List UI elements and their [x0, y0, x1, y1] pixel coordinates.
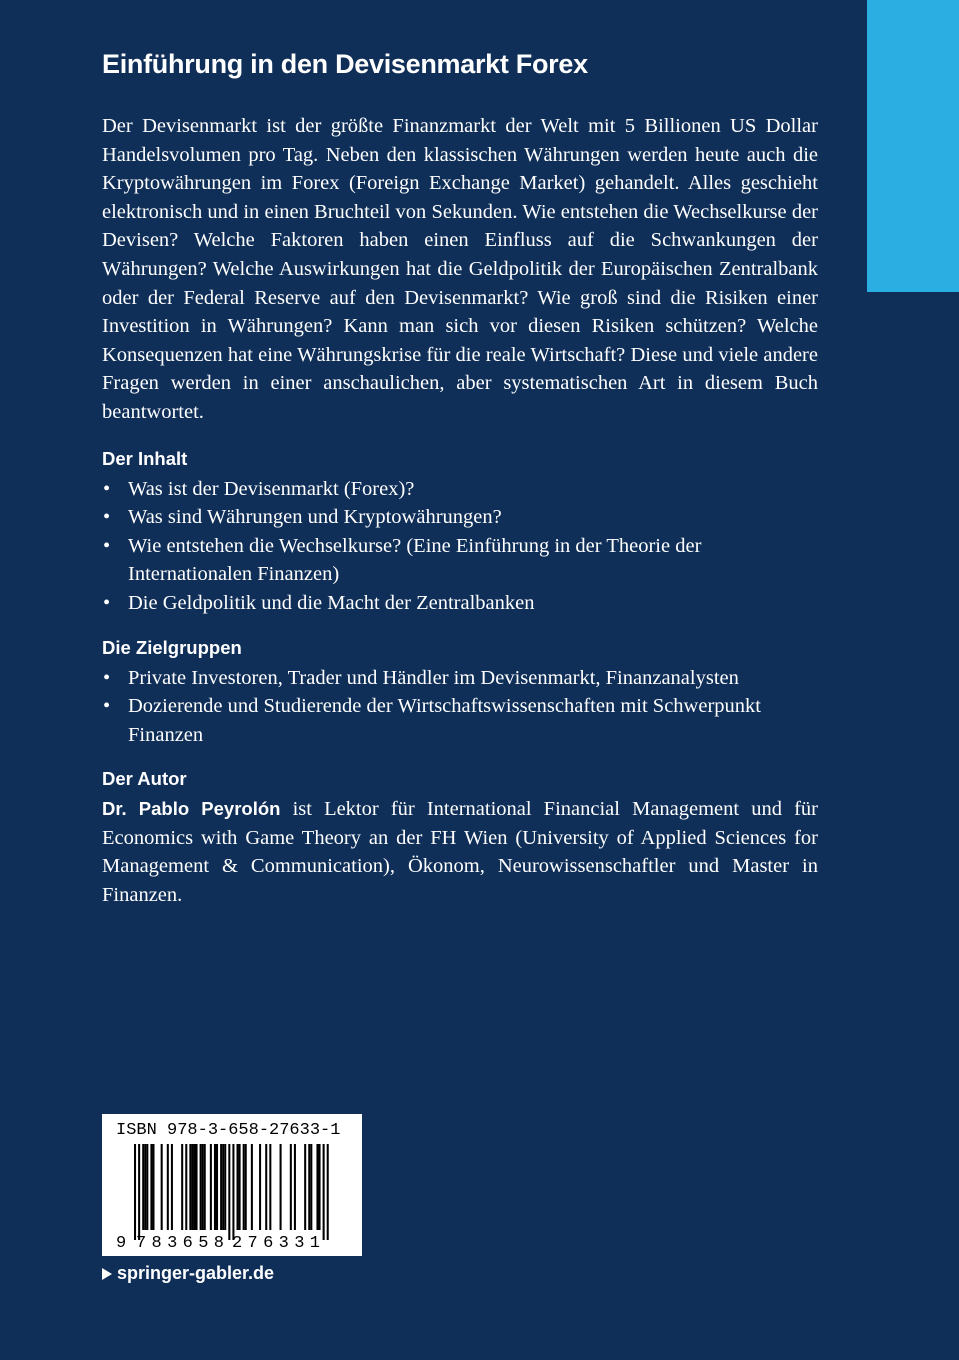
list-item-text: Die Geldpolitik und die Macht der Zentralbanken	[128, 591, 535, 614]
bullet-icon: •	[103, 666, 111, 689]
barcode-bar	[210, 1144, 212, 1230]
barcode-bar	[196, 1144, 198, 1230]
barcode-bar	[185, 1144, 187, 1230]
list-item	[102, 664, 818, 693]
list-item-text: Was ist der Devisenmarkt (Forex)?	[128, 477, 415, 500]
bullet-icon: •	[103, 477, 111, 500]
barcode-bar	[269, 1144, 271, 1230]
publisher-link[interactable]	[102, 1261, 274, 1285]
barcode-bar	[280, 1144, 282, 1230]
list-item	[102, 589, 818, 618]
barcode-bar	[316, 1144, 318, 1230]
author-bio: ist Lektor für International Financial Management und für Economics with Game Theory an der FH Wien (University of Applied Sciences for Management & Communication), Ökonom, Neurowissenschaftler und Master in Finanzen.	[102, 798, 818, 907]
barcode-bar	[150, 1144, 152, 1230]
isbn-label: ISBN 978-3-658-27633-1	[116, 1121, 341, 1140]
barcode-bar	[222, 1144, 224, 1230]
target-groups-list	[102, 664, 818, 750]
barcode-bar	[181, 1144, 183, 1230]
ean-right-digits: 276331	[232, 1234, 320, 1253]
contents-list	[102, 475, 818, 618]
list-item	[102, 692, 818, 749]
barcode-bar	[216, 1144, 218, 1230]
barcode-bar	[243, 1144, 245, 1230]
ean-left-digits: 783658	[136, 1234, 224, 1253]
barcode-bar	[304, 1144, 306, 1230]
list-item-text: Was sind Währungen und Kryptowährungen?	[128, 506, 502, 529]
barcode-bar	[146, 1144, 148, 1230]
barcode-bar	[171, 1144, 173, 1230]
barcode-bar	[161, 1144, 163, 1230]
isbn-barcode	[102, 1114, 362, 1256]
barcode-bar	[152, 1144, 154, 1230]
barcode-bar	[319, 1144, 321, 1230]
back-cover-content	[102, 44, 818, 910]
barcode-bar	[327, 1144, 329, 1240]
contents-heading: Der Inhalt	[102, 447, 188, 469]
barcode-bar	[144, 1144, 146, 1230]
barcode-bar	[138, 1144, 140, 1240]
bullet-icon: •	[103, 534, 111, 557]
barcode-bar	[134, 1144, 136, 1240]
intro-paragraph: Der Devisenmarkt ist der größte Finanzmarkt der Welt mit 5 Billionen US Dollar Handelsvolumen pro Tag. Neben den klassischen Währungen werden heute auch die Kryptowährungen im Forex (Foreign Exchange Market) gehandelt. Alles geschieht elektronisch und in einen Bruchteil von Sekunden. Wie entstehen die Wechselkurse der Devisen? Welche Faktoren haben einen Einfluss auf die Schwankungen der Währungen? Welche Auswirkungen hat die Geldpolitik der Europäischen Zentralbank oder der Federal Reserve auf den Devisenmarkt? Wie groß sind die Risiken einer Investition in Währungen? Kann man sich vor diesen Risiken schützen? Welche Konsequenzen hat eine Währungskrise für die reale Wirtschaft? Diese und viele andere Fragen werden in einer anschaulichen, aber systematischen Art in diesem Buch beantwortet.	[102, 115, 818, 423]
barcode-bar	[142, 1144, 144, 1230]
triangle-right-icon	[102, 1268, 112, 1280]
list-item-text: Wie entstehen die Wechselkurse? (Eine Einführung in der Theorie der Internationalen Finanzen)	[128, 534, 702, 586]
barcode-bar	[323, 1144, 325, 1240]
list-item	[102, 475, 818, 504]
accent-bar	[867, 0, 959, 292]
list-item-text: Private Investoren, Trader und Händler im Devisenmarkt, Finanzanalysten	[128, 666, 739, 689]
book-title: Einführung in den Devisenmarkt Forex	[102, 49, 588, 79]
barcode-bar	[308, 1144, 310, 1230]
barcode-bar	[220, 1144, 222, 1230]
barcode-bar	[259, 1144, 261, 1230]
barcode-bar	[191, 1144, 193, 1230]
barcode-icon	[102, 1114, 362, 1256]
target-groups-heading: Die Zielgruppen	[102, 636, 242, 658]
barcode-bar	[310, 1144, 312, 1230]
barcode-bar	[193, 1144, 195, 1230]
list-item-text: Dozierende und Studierende der Wirtschaftswissenschaften mit Schwerpunkt Finanzen	[128, 695, 761, 746]
ean-first-digit: 9	[116, 1234, 127, 1253]
author-paragraph	[102, 795, 818, 909]
barcode-bar	[167, 1144, 169, 1230]
barcode-bar	[237, 1144, 239, 1230]
author-heading: Der Autor	[102, 768, 187, 790]
barcode-bar	[224, 1144, 226, 1230]
bullet-icon: •	[103, 506, 111, 529]
barcode-bar	[239, 1144, 241, 1230]
publisher-url: springer-gabler.de	[117, 1263, 275, 1283]
author-name: Dr. Pablo Peyrolón	[102, 798, 281, 820]
list-item	[102, 503, 818, 532]
list-item	[102, 532, 818, 589]
barcode-bar	[245, 1144, 247, 1230]
barcode-bar	[251, 1144, 253, 1230]
barcode-bar	[294, 1144, 296, 1230]
bullet-icon: •	[103, 591, 111, 614]
barcode-bar	[228, 1144, 230, 1240]
barcode-bar	[204, 1144, 206, 1230]
barcode-bar	[214, 1144, 216, 1230]
barcode-bar	[200, 1144, 202, 1230]
barcode-bar	[189, 1144, 191, 1230]
bullet-icon: •	[103, 695, 111, 718]
barcode-bar	[232, 1144, 234, 1240]
barcode-bar	[202, 1144, 204, 1230]
barcode-bar	[265, 1144, 267, 1230]
barcode-bar	[290, 1144, 292, 1230]
